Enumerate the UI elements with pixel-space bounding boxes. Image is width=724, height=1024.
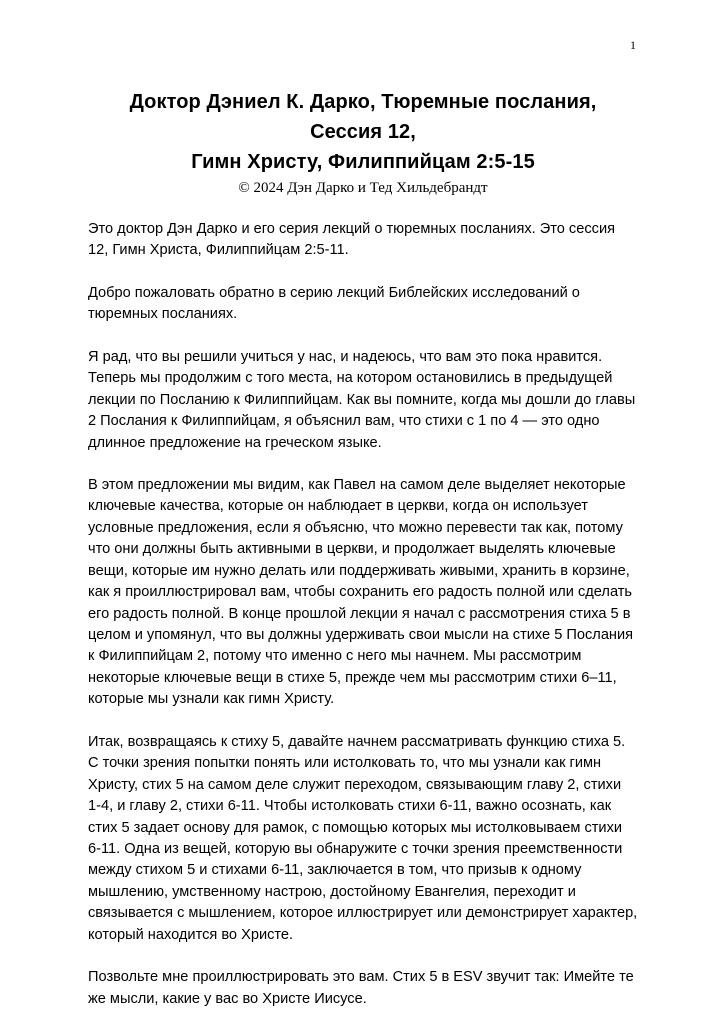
paragraph-esv-quote: Позвольте мне проиллюстрировать это вам. Стих 5 в ESV звучит так: Имейте те же мысли, какие у вас во Христе Иисусе. xyxy=(88,969,634,1007)
document-title xyxy=(88,87,638,177)
paragraph-sentence-analysis: В этом предложении мы видим, как Павел на самом деле выделяет некоторые ключевые качества, которые он наблюдает в церкви, когда он использует условные предложения, если я объясню, что можно перевести так как, потому что они должны быть активными в церкви, и продолжает выделять ключевые вещи, которые им нужно делать или поддерживать живыми, хранить в корзине, как я проиллюстрировал вам, чтобы сохранить его радость полной или сделать его радость полной. В конце прошлой лекции я начал с рассмотрения стиха 5 в целом и упомянул, что вы должны удерживать свои мысли на стихе 5 Послания к Филиппийцам 2, потому что именно с него мы начнем. Мы рассмотрим некоторые ключевые вещи в стихе 5, прежде чем мы рассмотрим стихи 6–11, которые мы узнали как гимн Христу. xyxy=(88,476,634,708)
document-title-line-3: Гимн Христу, Филиппийцам 2:5-15 xyxy=(191,151,535,173)
paragraph-recap: Я рад, что вы решили учиться у нас, и надеюсь, что вам это пока нравится. Теперь мы продолжим с того места, на котором остановились в предыдущей лекции по Посланию к Филиппийцам. Как вы помните, когда мы дошли до главы 2 Послания к Филиппийцам, я объяснил вам, что стихи с 1 по 4 — это одно длинное предложение на греческом языке. xyxy=(88,348,636,451)
document-body xyxy=(88,219,638,1010)
paragraph-verse5-function: Итак, возвращаясь к стиху 5, давайте начнем рассматривать функцию стиха 5. С точки зрения попытки понять или истолковать то, что мы узнали как гимн Христу, стих 5 на самом деле служит переходом, связывающим главу 2, стихи 1-4, и главу 2, стихи 6-11. Чтобы истолковать стихи 6-11, важно осознать, как стих 5 задает основу для рамок, с помощью которых мы истолковываем стихи 6-11. Одна из вещей, которую вы обнаружите с точки зрения преемственности между стихом 5 и стихами 6-11, заключается в том, что призыв к одному мышлению, умственному настрою, достойному Евангелия, переходит и связывается с мышлением, которое иллюстрирует или демонстрирует характер, который находится во Христе. xyxy=(88,733,638,943)
paragraph-welcome: Добро пожаловать обратно в серию лекций Библейских исследований о тюремных посланиях. xyxy=(88,284,580,323)
document-title-line-2: Сессия 12, xyxy=(310,121,416,143)
document-title-line-1: Доктор Дэниел К. Дарко, Тюремные послания, xyxy=(129,91,597,113)
copyright-line: © 2024 Дэн Дарко и Тед Хильдебрандт xyxy=(238,180,488,196)
paragraph-intro: Это доктор Дэн Дарко и его серия лекций о тюремных посланиях. Это сессия 12, Гимн Христа, Филиппийцам 2:5-11. xyxy=(88,221,615,259)
page-number: 1 xyxy=(630,38,636,52)
